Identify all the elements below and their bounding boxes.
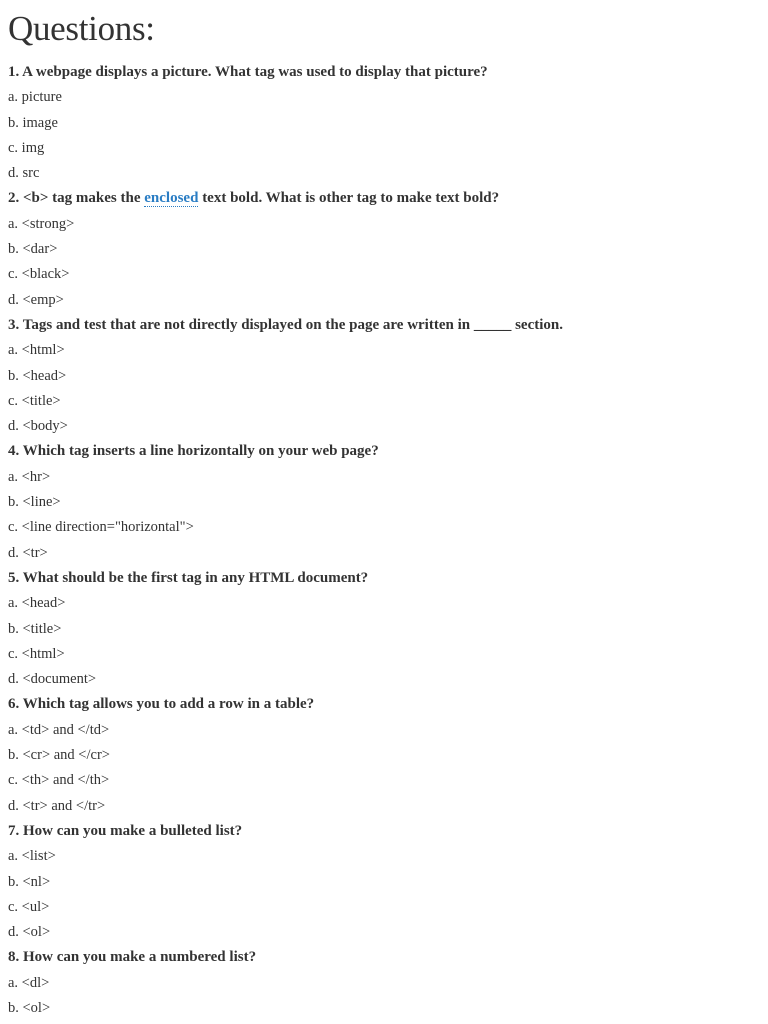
question-4-option-c: c. <line direction="horizontal">	[8, 519, 194, 536]
question-5-option-d: d. <document>	[8, 671, 97, 688]
question-2-option-d: d. <emp>	[8, 291, 64, 308]
question-4-option-b: b. <line>	[8, 494, 61, 511]
question-1-option-d: d. src	[8, 165, 40, 182]
question-4: 4. Which tag inserts a line horizontally on your web page?	[8, 443, 379, 460]
question-7-option-a: a. <list>	[8, 848, 56, 865]
question-2	[8, 186, 760, 211]
question-4-option-d: d. <tr>	[8, 544, 48, 561]
question-3-option-a: a. <html>	[8, 342, 65, 359]
question-2-option-c: c. <black>	[8, 266, 70, 283]
question-2-text-before: 2. <b> tag makes the	[8, 190, 145, 207]
question-3: 3. Tags and test that are not directly displayed on the page are written in _____ section.	[8, 316, 564, 333]
questions-page	[8, 0, 760, 1021]
question-6-option-b: b. <cr> and </cr>	[8, 747, 110, 764]
question-3-option-b: b. <head>	[8, 367, 67, 384]
question-3-option-d: d. <body>	[8, 418, 68, 435]
question-7-option-c: c. <ul>	[8, 898, 50, 915]
question-8-option-a: a. <dl>	[8, 974, 50, 991]
question-7: 7. How can you make a bulleted list?	[8, 822, 243, 839]
question-5-option-a: a. <head>	[8, 595, 66, 612]
question-5-option-c: c. <html>	[8, 645, 65, 662]
question-1-option-c: c. img	[8, 139, 45, 156]
question-8-option-b: b. <ol>	[8, 999, 51, 1016]
question-7-option-d: d. <ol>	[8, 924, 51, 941]
question-1-option-b: b. image	[8, 114, 58, 131]
question-6-option-c: c. <th> and </th>	[8, 772, 110, 789]
question-3-option-c: c. <title>	[8, 392, 61, 409]
question-6: 6. Which tag allows you to add a row in a table?	[8, 696, 315, 713]
question-7-option-b: b. <nl>	[8, 873, 51, 890]
question-1: 1. A webpage displays a picture. What tag was used to display that picture?	[8, 64, 488, 80]
question-5-option-b: b. <title>	[8, 620, 62, 637]
page-title: Questions:	[8, 9, 155, 48]
question-2-text-after: text bold. What is other tag to make text bold?	[198, 190, 500, 207]
question-4-option-a: a. <hr>	[8, 468, 51, 485]
question-5: 5. What should be the first tag in any HTML document?	[8, 569, 369, 586]
question-2-option-b: b. <dar>	[8, 241, 58, 258]
question-8: 8. How can you make a numbered list?	[8, 949, 257, 966]
question-2-option-a: a. <strong>	[8, 215, 75, 232]
enclosed-keyword-link[interactable]: enclosed	[144, 190, 199, 207]
question-1-option-a: a. picture	[8, 89, 62, 106]
question-6-option-a: a. <td> and </td>	[8, 721, 110, 738]
question-6-option-d: d. <tr> and </tr>	[8, 797, 106, 814]
